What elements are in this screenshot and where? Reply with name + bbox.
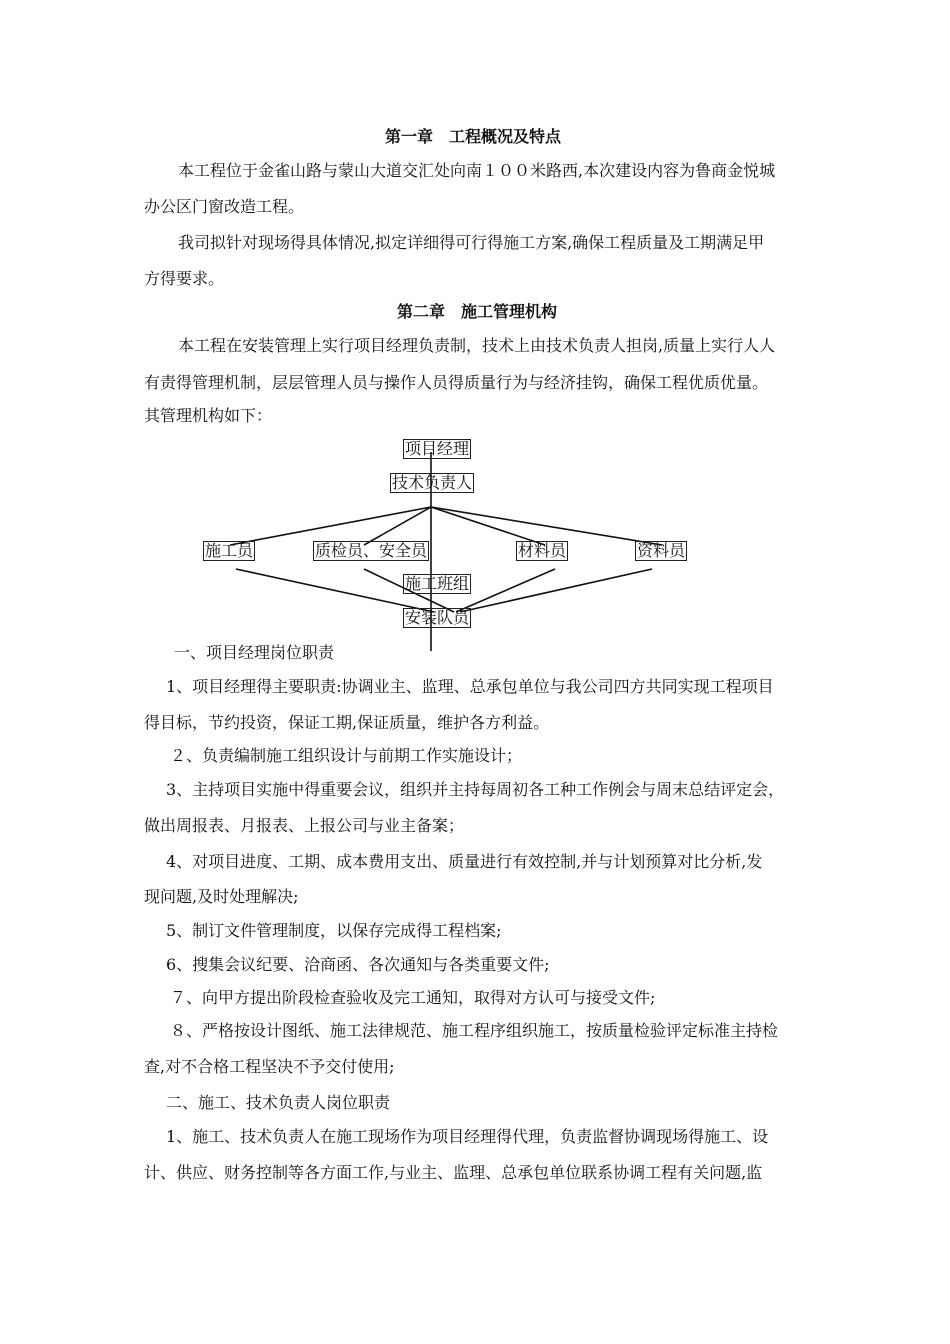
org-node-quality-safety: 质检员、安全员 xyxy=(315,541,428,560)
chapter1-title: 第一章 工程概况及特点 xyxy=(385,127,562,146)
section1-item3-line2: 做出周报表、月报表、上报公司与业主备案； xyxy=(144,816,465,835)
section1-item7: ７、向甲方提出阶段检查验收及完工通知，取得对方认可与接受文件; xyxy=(170,988,656,1007)
chapter1-paragraph2-line2: 方得要求。 xyxy=(144,269,225,288)
section1-item6: 6、搜集会议纪要、洽商函、各次通知与各类重要文件; xyxy=(166,955,550,974)
chapter2-paragraph1-line3: 其管理机构如下： xyxy=(144,406,273,425)
org-node-install-crew: 安装队员 xyxy=(405,608,470,627)
section1-item5: 5、制订文件管理制度，以保存完成得工程档案; xyxy=(166,921,502,940)
chapter2-title: 第二章 施工管理机构 xyxy=(397,302,558,321)
section1-item3-line1: 3、主持项目实施中得重要会议，组织并主持每周初各工种工作例会与周末总结评定会， xyxy=(166,780,785,799)
section1-heading: 一、项目经理岗位职责 xyxy=(174,643,335,662)
section2-item1-line2: 计、供应、财务控制等各方面工作,与业主、监理、总承包单位联系协调工程有关问题,监 xyxy=(144,1163,763,1182)
section2-item1-line1: 1、施工、技术负责人在施工现场作为项目经理得代理，负责监督协调现场得施工、设 xyxy=(166,1127,769,1146)
section1-item1-line2: 得目标，节约投资，保证工期,保证质量，维护各方利益。 xyxy=(144,713,550,732)
section1-item4-line1: 4、对项目进度、工期、成本费用支出、质量进行有效控制,并与计划预算对比分析,发 xyxy=(166,852,763,871)
chapter1-paragraph2-line1: 我司拟针对现场得具体情况,拟定详细得可行得施工方案,确保工程质量及工期满足甲 xyxy=(178,233,765,252)
section2-heading: 二、施工、技术负责人岗位职责 xyxy=(166,1093,391,1112)
chapter2-paragraph1-line1: 本工程在安装管理上实行项目经理负责制，技术上由技术负责人担岗,质量上实行人人 xyxy=(178,336,776,355)
org-node-work-team: 施工班组 xyxy=(405,574,470,593)
chapter1-paragraph1-line2: 办公区门窗改造工程。 xyxy=(144,197,305,216)
org-node-tech-lead: 技术负责人 xyxy=(392,473,473,492)
section1-item2: ２、负责编制施工组织设计与前期工作实施设计； xyxy=(170,746,523,765)
section1-item8-line1: ８、严格按设计图纸、施工法律规范、施工程序组织施工，按质量检验评定标准主持检 xyxy=(170,1021,779,1040)
chapter1-paragraph1-line1: 本工程位于金雀山路与蒙山大道交汇处向南１００米路西,本次建设内容为鲁商金悦城 xyxy=(178,161,776,180)
section1-item1-line1: 1、项目经理得主要职责:协调业主、监理、总承包单位与我公司四方共同实现工程项目 xyxy=(166,677,774,696)
org-node-documents: 资料员 xyxy=(637,541,686,560)
section1-item8-line2: 查,对不合格工程坚决不予交付使用; xyxy=(144,1057,395,1076)
org-node-project-manager: 项目经理 xyxy=(405,439,470,458)
org-node-construction-staff: 施工员 xyxy=(205,541,254,560)
org-node-materials: 材料员 xyxy=(518,541,567,560)
chapter2-paragraph1-line2: 有责得管理机制，层层管理人员与操作人员得质量行为与经济挂钩，确保工程优质优量。 xyxy=(144,373,769,392)
section1-item4-line2: 现问题,及时处理解决; xyxy=(144,887,299,906)
